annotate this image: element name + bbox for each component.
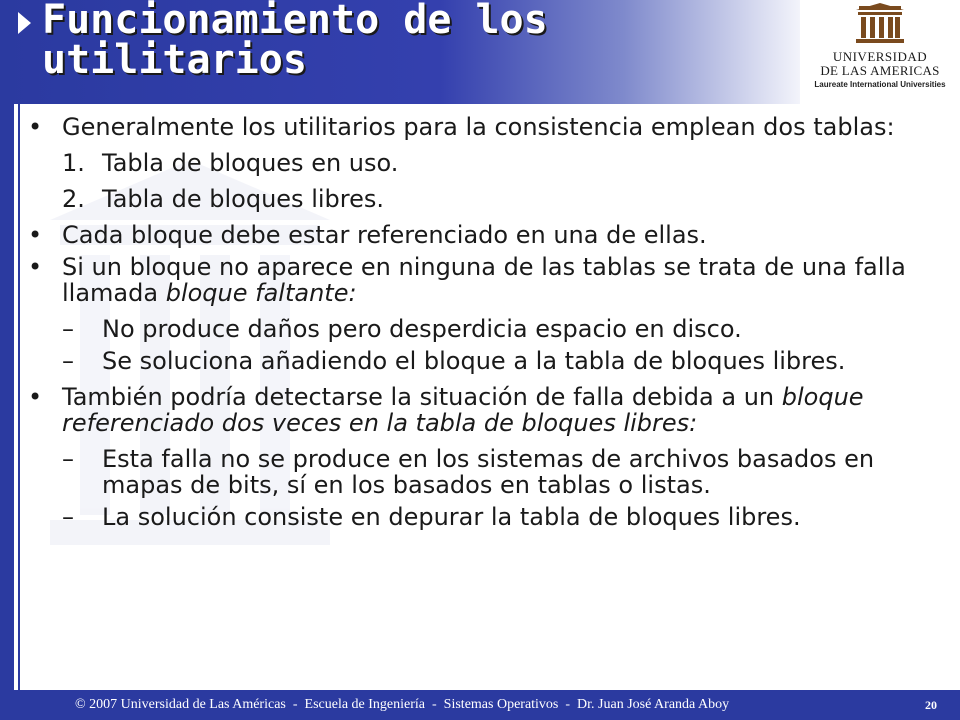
- bullet-text-plain: Si un bloque no aparece en ninguna de las tablas se trata de una falla llamada: [62, 253, 906, 307]
- dash-marker: –: [62, 315, 74, 343]
- bullet-text-plain: También podría detectarse la situación de falla debida a un: [62, 383, 782, 411]
- dash-text: Se soluciona añadiendo el bloque a la tabla de bloques libres.: [102, 347, 846, 375]
- university-logo: [800, 0, 960, 104]
- slide-body: [20, 114, 950, 536]
- bullet-marker: •: [28, 113, 43, 141]
- dash-item: [20, 446, 950, 498]
- bullet-item: [20, 222, 950, 248]
- bullet-text: [62, 384, 950, 436]
- number-marker: 1.: [62, 149, 85, 177]
- numbered-item: [20, 150, 950, 176]
- bullet-item: [20, 384, 950, 436]
- bullet-text: Cada bloque debe estar referenciado en una de ellas.: [62, 221, 707, 249]
- logo-line-3: Laureate International Universities: [814, 80, 946, 89]
- bullet-item: [20, 114, 950, 140]
- bullet-marker: •: [28, 221, 43, 249]
- bullet-marker: •: [28, 383, 43, 411]
- bullet-text: Generalmente los utilitarios para la consistencia emplean dos tablas:: [62, 113, 895, 141]
- number-marker: 2.: [62, 185, 85, 213]
- dash-item: [20, 504, 950, 530]
- logo-line-2: DE LAS AMERICAS: [820, 63, 940, 78]
- dash-text: No produce daños pero desperdicia espacio en disco.: [102, 315, 742, 343]
- dash-marker: –: [62, 347, 74, 375]
- dash-item: [20, 348, 950, 374]
- dash-marker: –: [62, 503, 74, 531]
- bullet-text-emphasis: bloque referenciado dos veces en la tabla de bloques libres:: [62, 383, 864, 437]
- dash-text: Esta falla no se produce en los sistemas de archivos basados en mapas de bits, sí en los basados en tablas o listas.: [102, 445, 875, 499]
- footer-copyright: © 2007 Universidad de Las Américas - Escuela de Ingeniería - Sistemas Operativos - Dr. Juan José Aranda Aboy: [75, 697, 730, 712]
- arrow-right-icon: [18, 12, 31, 34]
- building-icon: [800, 0, 960, 50]
- page-number: 20: [925, 698, 937, 712]
- left-accent-bar: [0, 104, 14, 690]
- dash-marker: –: [62, 445, 74, 473]
- numbered-text: Tabla de bloques en uso.: [102, 149, 399, 177]
- numbered-text: Tabla de bloques libres.: [102, 185, 384, 213]
- dash-item: [20, 316, 950, 342]
- numbered-item: [20, 186, 950, 212]
- bullet-item: [20, 254, 950, 306]
- slide-title: Funcionamiento de los utilitarios: [42, 0, 548, 83]
- dash-text: La solución consiste en depurar la tabla de bloques libres.: [102, 503, 801, 531]
- bullet-text-emphasis: bloque faltante:: [165, 279, 357, 307]
- logo-line-1: UNIVERSIDAD: [832, 49, 928, 64]
- bullet-text: [62, 254, 950, 306]
- bullet-marker: •: [28, 253, 43, 281]
